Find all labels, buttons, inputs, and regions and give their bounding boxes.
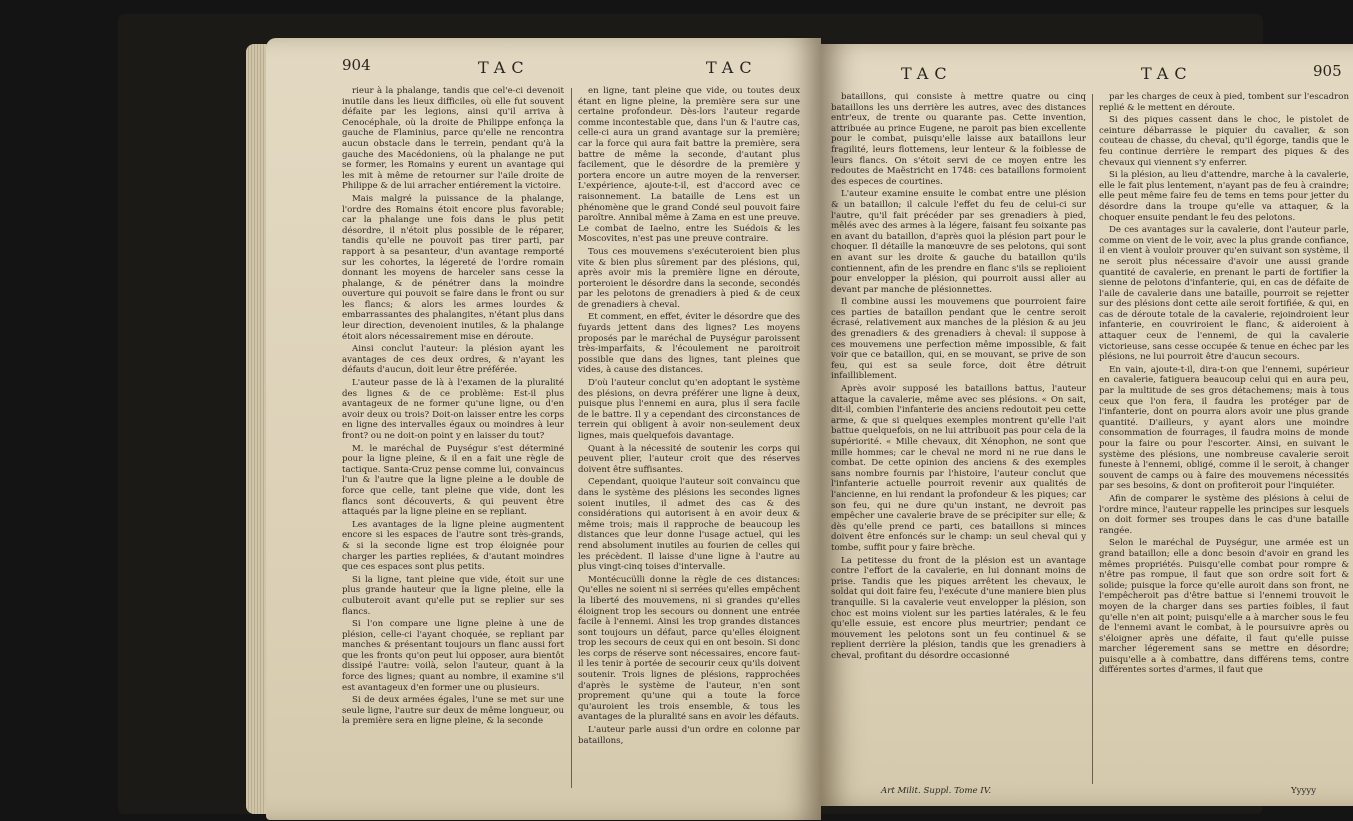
paragraph: Si l'on compare une ligne pleine à une de plésion, celle-ci l'ayant choquée, se repliant par manches & présentant toujours un flanc aussi fort que les fronts qu'on peut lui opposer, aura bientôt dissipé l'autre: voilà, selon l'auteur, quant à la force des lignes; quant au nombre, il examine s'il est avantageux d'en former une ou plusieurs. [342,619,564,693]
column-rule [1092,94,1093,784]
paragraph: Il combine aussi les mouvemens que pourroient faire ces parties de bataillon pendant que le centre seroit écrasé, relativement aux manches de la plésion & au jeu des grenadiers & des grenadiers à cheval: il suppose à ces mouvemens une perfection même impossible, & fait voir que ce bataillon, qui, en se mouvant, se prive de son feu, qui est sa seule force, doit être détruit infailliblement. [831,297,1086,382]
paragraph: De ces avantages sur la cavalerie, dont l'auteur parle, comme on vient de le voir, avec la plus grande confiance, il en vient à vouloir prouver qu'en suivant son système, il ne seroit plus nécessaire d'avoir une aussi grande quantité de cavalerie, en prenant le parti de fortifier la sienne de pelotons d'infanterie, qui, en cas de défaite de l'aile de cavalerie dans une bataille, pourroit se rejetter sur des plésions dont cette aile seroit fortifiée, & qui, en cas de déroute totale de la cavalerie, rejoindroient leur infanterie, en couvriroient le flanc, & aideroient à attaquer ceux de l'ennemi, de qui la cavalerie victorieuse, sans cesse occupée & tenue en échec par les plésions, ne lui pourroit être d'aucun secours. [1099,225,1349,363]
right-page-number: 905 [1313,62,1342,80]
paragraph: L'auteur passe de là à l'examen de la pluralité des lignes & de ce problème: Est-il plus avantageux de ne former qu'une ligne, ou d'en avoir deux ou trois? Doit-on laisser entre les corps en ligne des intervalles égaux ou moindres à leur front? ou ne doit-on point y en laisser du tout? [342,378,564,441]
left-running-head-1: TAC [478,58,530,77]
left-column-2 [578,86,800,748]
paragraph: rieur à la phalange, tandis que cel'e-ci devenoit inutile dans les lieux difficiles, où elle fut souvent défaite par les legions, ainsi qu'il arriva à Cenocéphale, où la droite de Philippe enfonça la gauche de Flaminius, parce qu'elle ne rencontra aucun obstacle dans le terrein, pendant qu'à la gauche des Macédoniens, où la phalange ne put se former, les Romains y eurent un avantage qui les mit à même de retourner sur l'aile droite de Philippe & de lui arracher entiérement la victoire. [342,86,564,192]
paragraph: D'où l'auteur conclut qu'en adoptant le système des plésions, on devra préférer une ligne à deux, puisque plus l'ennemi en aura, plus il sera facile de le battre. Il y a cependant des circonstances de terrein qui obligent à avoir non-seulement deux lignes, mais quelquefois davantage. [578,378,800,441]
left-page-number: 904 [342,56,371,74]
paragraph: Afin de comparer le système des plésions à celui de l'ordre mince, l'auteur rappelle les principes sur lesquels on doit former ses troupes dans le cas d'une bataille rangée. [1099,493,1349,536]
signature-line: Art Milit. Suppl. Tome IV. [881,786,992,796]
paragraph: Après avoir supposé les bataillons battus, l'auteur attaque la cavalerie, même avec ses plésions. « On sait, dit-il, combien l'infanterie des anciens redoutoit peu cette arme, & que si quelques exemples montrent qu'elle l'ait battue quelquefois, on ne lui attribuoit pas pour cela de la supériorité. « Mille chevaux, dit Xénophon, ne sont que mille hommes; car le cheval ne mord ni ne rue dans le combat. De cette opinion des anciens & des exemples sans nombre fournis par l'histoire, l'auteur conclut que l'infanterie actuelle pourroit revenir aux qualités de l'ancienne, en lui rendant la profondeur & les piques; car son feu, qui ne dure qu'un instant, ne devroit pas empêcher une cavalerie brave de se précipiter sur elle; & dès qu'elle prend ce parti, ces bataillons si minces doivent être enfoncés sur le champ: un seul cheval qui y tombe, suffit pour y faire brèche. [831,384,1086,553]
paragraph: Mais malgré la puissance de la phalange, l'ordre des Romains étoit encore plus favorable; car la phalange une fois dans le plus petit désordre, il n'étoit plus possible de le réparer, tandis qu'elle ne pouvoit pas tirer parti, par rapport à sa pesanteur, d'un avantage remporté sur les cohortes, la légereté de l'ordre romain donnant les moyens de harceler sans cesse la phalange, & de pénétrer dans la moindre ouverture qui pouvoit se faire dans le front ou sur les flancs; & alors les armes lourdes & embarrassantes des phalangites, n'étant plus dans leur direction, devenoient inutiles, & la phalange étoit alors nécessairement mise en déroute. [342,193,564,342]
paragraph: La petitesse du front de la plésion est un avantage contre l'effort de la cavalerie, en lui donnant moins de prise. Tandis que les piques arrêtent les chevaux, le soldat qui doit faire feu, l'exécute d'une maniere bien plus tranquille. Si la cavalerie veut envelopper la plésion, son choc est moins violent sur les parties latérales, & le feu qu'elle essuie, est encore plus meurtrier; pendant ce mouvement les pelotons sont un feu continuel & se replient derrière la plésion, tandis que les grenadiers à cheval, profitant du désordre occasionné [831,555,1086,661]
paragraph: Si des piques cassent dans le choc, le pistolet de ceinture débarrasse le piquier du cavalier, & son couteau de chasse, du cheval, qu'il égorge, tandis que le feu continue derrière le rempart des piques & des chevaux qui viennent s'y enferrer. [1099,115,1349,168]
paragraph: Tous ces mouvemens s'exécuteroient bien plus vite & bien plus sûrement par des plésions, qui, après avoir mis la première ligne en déroute, porteroient le désordre dans la seconde, secondés par les pelotons de grenadiers à pied & de ceux de grenadiers à cheval. [578,246,800,310]
paragraph: L'auteur examine ensuite le combat entre une plésion & un bataillon; il calcule l'effet du feu de celui-ci sur l'autre, qu'il fait précéder par ses grenadiers à pied, mêlés avec des armes à la légere, faisant feu soixante pas en avant du bataillon, d'après quoi la plésion part pour le choquer. Il détaille la manœuvre de ses pelotons, qui sont en avant sur les droite & gauche du bataillon qu'ils contiennent, afin de les prendre en flanc s'ils se replioient pour envelopper la plésion, qui pourroit aussi aller au devant par manche de plésionnettes. [831,189,1086,295]
book-spread [118,14,1349,814]
paragraph: Selon le maréchal de Puységur, une armée est un grand bataillon; elle a donc besoin d'avoir en grand les mêmes propriétés. Puisqu'elle combat pour rompre & n'être pas rompue, il faut que son ordre soit fort & solide; puisque la force qu'elle auroit dans son front, ne l'empêcheroit pas d'être battue si l'ennemi trouvoit le moyen de la charger dans ses parties foibles, il faut qu'elle n'en ait point; puisqu'elle a à marcher sous le feu de l'ennemi avant le combat, à le poursuivre après ou s'éloigner après une défaite, il faut qu'elle puisse marcher légerement sans se mettre en désordre; puisqu'elle a à combattre, dans différens tems, contre différentes sortes d'armes, il faut que [1099,538,1349,676]
paragraph: Si la plésion, au lieu d'attendre, marche à la cavalerie, elle le fait plus lentement, n'ayant pas de feu à craindre; elle peut même faire feu de tems en tems pour jetter du désordre dans la troupe qu'elle va attaquer, & la choquer ensuite pendant le feu des pelotons. [1099,170,1349,223]
paragraph: Cependant, quoique l'auteur soit convaincu que dans le système des plésions les secondes lignes soient inutiles, il admet des cas & des considérations qui autorisent à en avoir deux & même trois; mais il rapproche de beaucoup les distances que leur donne l'usage actuel, qui les rend absolument inutiles au fourien de celles qui les précèdent. Il laisse d'une ligne à l'autre au plus vingt-cinq toises d'intervalle. [578,477,800,573]
paragraph: Si de deux armées égales, l'une se met sur une seule ligne, l'autre sur deux de même longueur, ou la première sera en ligne pleine, & la seconde [342,695,564,727]
left-page [266,38,821,820]
paragraph: L'auteur parle aussi d'un ordre en colonne par bataillons, [578,725,800,746]
right-running-head-1: TAC [901,64,953,83]
paragraph: Et comment, en effet, éviter le désordre que des fuyards jettent dans des lignes? Les moyens proposés par le maréchal de Puységur paroissent très-imparfaits, & l'écoulement ne paroitroit possible que dans des lignes, tant pleines que vides, à cause des distances. [578,312,800,376]
right-running-head-2: TAC [1141,64,1193,83]
paragraph: En vain, ajoute-t-il, dira-t-on que l'ennemi, supérieur en cavalerie, fatiguera beaucoup celui qui en aura peu, par la multitude de ses gros détachemens; mais à tous ceux que l'on fera, il faudra les protéger par de l'infanterie, dont on pourra alors avoir une plus grande quantité. D'ailleurs, y ayant alors une moindre consommation de fourrages, il faudra moins de monde pour la faire ou pour l'escorter. Ainsi, en suivant le système des plésions, une nombreuse cavalerie seroit funeste à l'ennemi, obligé, comme il le seroit, à changer souvent de camps ou à faire des mouvemens nécessités par ses besoins, & dont on profiteroit pour l'inquiéter. [1099,364,1349,492]
right-column-1 [831,92,1086,663]
paragraph: Si la ligne, tant pleine que vide, étoit sur une plus grande hauteur que la ligne pleine, elle la culbuteroit avant qu'elle put se replier sur ses flancs. [342,574,564,617]
column-rule [571,88,572,788]
right-page [821,44,1353,806]
paragraph: Les avantages de la ligne pleine augmentent encore si les espaces de l'autre sont très-grands, & si la seconde ligne est trop éloignée pour charger les parties repliées, & d'autant moindres que ces espaces sont plus petits. [342,519,564,573]
paragraph: Quant à la nécessité de soutenir les corps qui peuvent plier, l'auteur croit que des réserves doivent être suffisantes. [578,443,800,475]
paragraph: Ainsi conclut l'auteur: la plésion ayant les avantages de ces deux ordres, & n'ayant les défauts d'aucun, doit leur être préférée. [342,344,564,376]
paragraph: par les charges de ceux à pied, tombent sur l'escadron replié & le mettent en déroute. [1099,92,1349,113]
catchword: Yyyyy [1291,786,1317,796]
paragraph: en ligne, tant pleine que vide, ou toutes deux étant en ligne pleine, la première sera sur une certaine profondeur. Dès-lors l'auteur regarde comme incontestable que, dans l'un & l'autre cas, celle-ci aura un grand avantage sur la première; car la force qui aura fait battre la première, sera battre de même la seconde, d'autant plus facilement, que le désordre de la première y portera encore un autre moyen de la renverser. L'expérience, ajoute-t-il, est d'accord avec ce raisonnement. La bataille de Lens est un phénomène que le grand Condé seul pouvoit faire paroître. Annibal même à Zama en est une preuve. Le combat de Iaelno, entre les Suédois & les Moscovites, n'est pas une preuve contraire. [578,86,800,245]
paragraph: Montécucülli donne la règle de ces distances: Qu'elles ne soient ni si serrées qu'elles empêchent la liberté des mouvemens, ni si grandes qu'elles éloignent trop les secours ou donnent une entrée facile à l'ennemi. Ainsi les trop grandes distances sont toujours un défaut, parce qu'elles éloignent trop les secours de ceux qui en ont besoin. Si donc les corps de réserve sont nécessaires, encore faut-il les tenir à portée de secourir ceux qu'ils doivent soutenir. Trois lignes de plésions, rapprochées d'après le système de l'auteur, n'en sont proprement qu'une qui a toute la force qu'auroient les trois ensemble, & tous les avantages de la pluralité sans en avoir les défauts. [578,574,800,723]
paragraph: M. le maréchal de Puységur s'est déterminé pour la ligne pleine, & il en a fait une règle de tactique. Santa-Cruz pense comme lui, convaincus l'un & l'autre que la ligne pleine a le double de force que celle, tant pleine que vide, dont les flancs sont découverts, & qui peuvent être attaqués par la ligne pleine en se repliant. [342,443,564,518]
left-column-1 [342,86,564,729]
left-running-head-2: TAC [706,58,758,77]
paragraph: bataillons, qui consiste à mettre quatre ou cinq bataillons les uns derrière les autres, avec des distances entr'eux, de trente ou quarante pas. Cette invention, attribuée au prince Eugene, ne paroit pas bien excellente pour le combat, puisqu'elle laisse aux bataillons leur fragilité, leurs flottemens, leur lenteur & la foiblesse de leurs flancs. On s'étoit servi de ce moyen entre les redoutes de Maëstricht en 1748: ces bataillons formoient des especes de courtines. [831,92,1086,187]
right-column-2 [1099,92,1349,678]
